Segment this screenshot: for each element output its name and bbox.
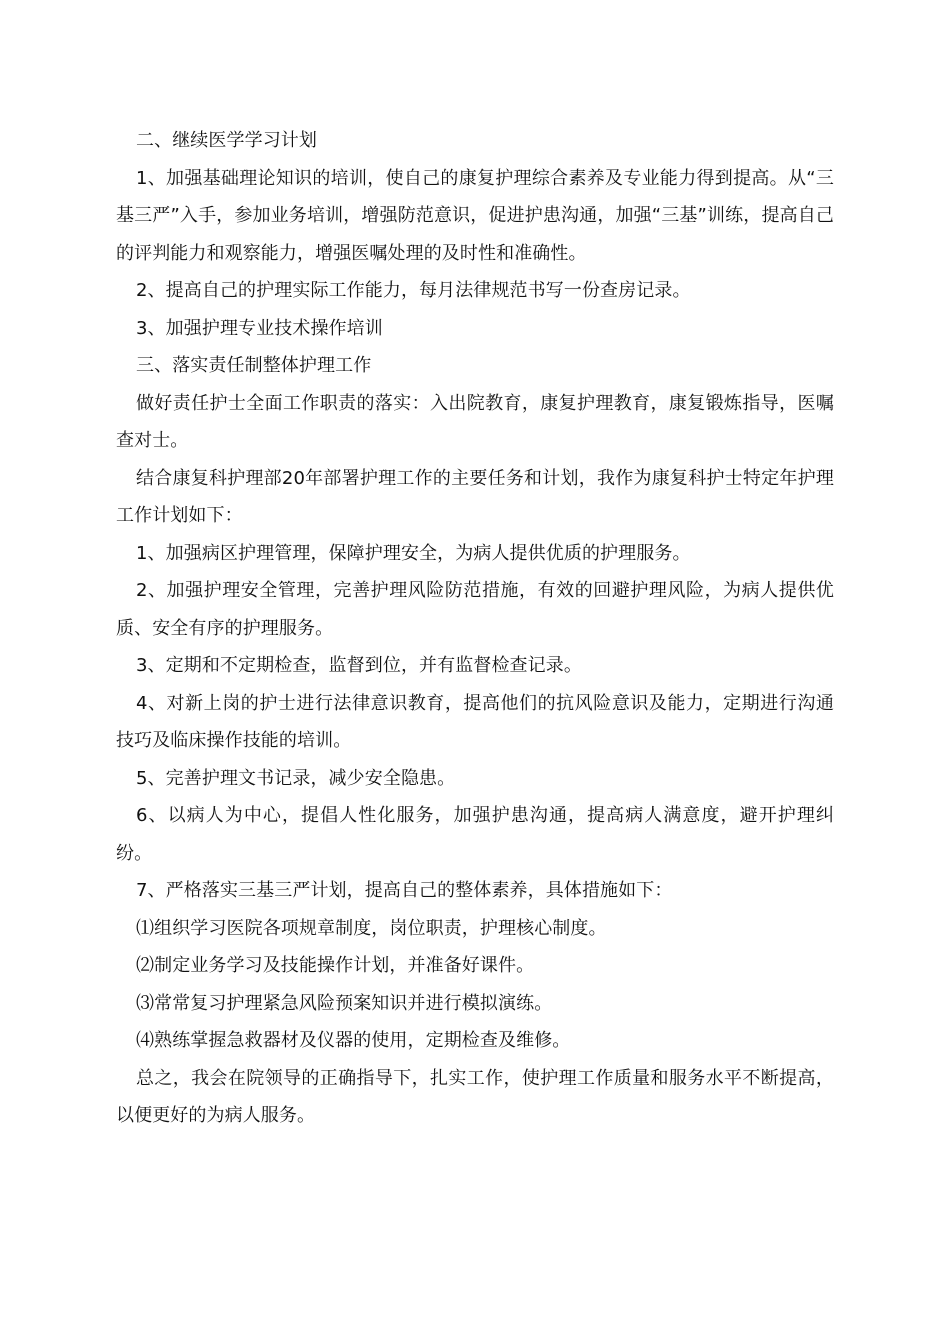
sub-item-emergency-drill: ⑶常常复习护理紧急风险预案知识并进行模拟演练。 xyxy=(136,992,553,1014)
paragraph-practical-ability: 2、提高自己的护理实际工作能力，每月法律规范书写一份查房记录。 xyxy=(136,280,691,301)
paragraph-nurse-duties: 做好责任护士全面工作职责的落实：入出院教育，康复护理教育，康复锻炼指导，医嘱查对士。 xyxy=(116,392,834,451)
list-item-documentation: 5、完善护理文书记录，减少安全隐患。 xyxy=(136,767,456,789)
list-item-safety-management: 2、加强护理安全管理，完善护理风险防范措施，有效的回避护理风险，为病人提供优质、安全有序的护理服务。 xyxy=(116,580,834,639)
sub-item-study-plan: ⑵制定业务学习及技能操作计划，并准备好课件。 xyxy=(136,955,535,976)
paragraph-technical-training: 3、加强护理专业技术操作培训 xyxy=(136,317,383,339)
section-heading-responsibility-system: 三、落实责任制整体护理工作 xyxy=(136,355,372,376)
list-item-ward-management: 1、加强病区护理管理，保障护理安全，为病人提供优质的护理服务。 xyxy=(136,542,691,564)
list-item-patient-centered: 6、以病人为中心，提倡人性化服务，加强护患沟通，提高病人满意度，避开护理纠纷。 xyxy=(116,805,834,864)
paragraph-annual-plan-intro: 结合康复科护理部20年部署护理工作的主要任务和计划，我作为康复科护士特定年护理工作计划如下： xyxy=(116,467,834,526)
list-item-three-basics: 7、严格落实三基三严计划，提高自己的整体素养，具体措施如下： xyxy=(136,880,673,901)
list-item-inspection: 3、定期和不定期检查，监督到位，并有监督检查记录。 xyxy=(136,655,582,676)
sub-item-equipment: ⑷熟练掌握急救器材及仪器的使用，定期检查及维修。 xyxy=(136,1030,571,1051)
paragraph-basic-theory-training: 1、加强基础理论知识的培训，使自己的康复护理综合素养及专业能力得到提高。从“三基三严”入手，参加业务培训，增强防范意识，促进护患沟通，加强“三基”训练，提高自己的评判能力和观察能力，增强医嘱处理的及时性和准确性。 xyxy=(116,167,834,264)
paragraph-conclusion: 总之，我会在院领导的正确指导下，扎实工作，使护理工作质量和服务水平不断提高，以便更好的为病人服务。 xyxy=(116,1067,834,1126)
list-item-legal-education: 4、对新上岗的护士进行法律意识教育，提高他们的抗风险意识及能力，定期进行沟通技巧及临床操作技能的培训。 xyxy=(116,692,834,751)
section-heading-continuing-education: 二、继续医学学习计划 xyxy=(136,130,317,151)
document-body xyxy=(116,122,834,1135)
sub-item-regulations: ⑴组织学习医院各项规章制度，岗位职责，护理核心制度。 xyxy=(136,917,607,939)
